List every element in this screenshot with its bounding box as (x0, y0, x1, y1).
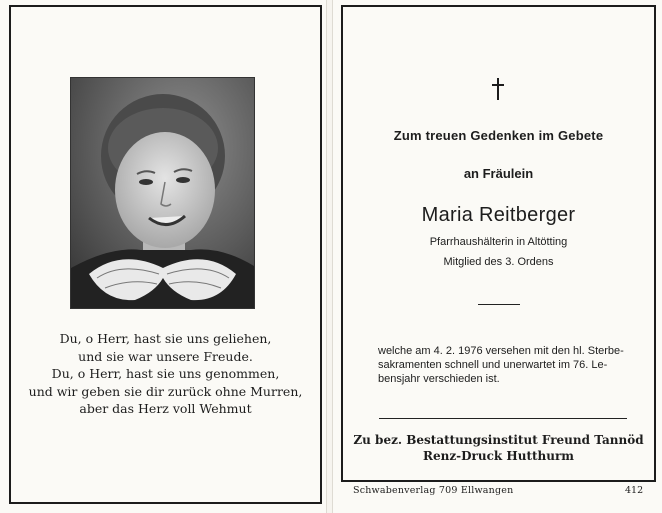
death-notice-line: sakramenten schnell und unerwartet im 76. Le- (378, 358, 608, 371)
memorial-heading: Zum treuen Gedenken im Gebete (393, 128, 604, 143)
death-notice-line: bensjahr verschieden ist. (378, 372, 500, 385)
occupation-line: Pfarrhaushälterin in Altötting (429, 236, 568, 248)
publisher-imprint: Schwabenverlag 709 Ellwangen (353, 485, 514, 496)
death-notice (378, 345, 630, 386)
left-memorial-card (0, 0, 326, 513)
death-notice-line: welche am 4. 2. 1976 versehen mit den hl. Sterbe- (378, 345, 624, 357)
funeral-line-1: Zu bez. Bestattungsinstitut Freund Tannöd (353, 433, 644, 447)
card-number: 412 (625, 485, 644, 496)
long-divider (379, 418, 627, 419)
verse-line: aber das Herz voll Wehmut (79, 401, 252, 417)
membership-line: Mitglied des 3. Ordens (443, 256, 554, 268)
funeral-line-2: Renz-Druck Hutthurm (423, 449, 574, 463)
funeral-info (341, 432, 656, 464)
addressee-line: an Fräulein (463, 166, 534, 181)
verse-line: und sie war unsere Freude. (78, 348, 253, 364)
portrait-image (71, 78, 254, 308)
memorial-verse (14, 330, 317, 418)
short-divider (478, 304, 520, 305)
right-memorial-card (333, 0, 662, 513)
portrait-photo (70, 77, 255, 309)
deceased-name: Maria Reitberger (421, 204, 576, 226)
verse-line: Du, o Herr, hast sie uns genommen, (51, 366, 280, 382)
cross-icon (492, 78, 504, 100)
verse-line: Du, o Herr, hast sie uns geliehen, (59, 331, 272, 346)
verse-line: und wir geben sie dir zurück ohne Murren, (28, 383, 303, 399)
